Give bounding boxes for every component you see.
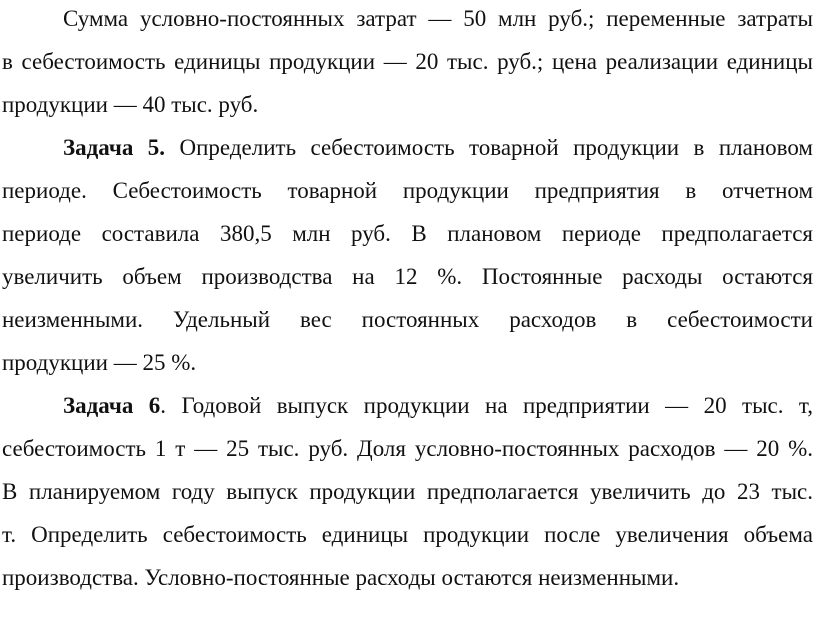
text-line: т. Определить себестоимость единицы продукции после увеличения объема <box>2 522 813 547</box>
text-line: В планируемом году выпуск продукции предполагается увеличить до 23 тыс. <box>2 479 813 504</box>
text-line: . Годовой выпуск продукции на предприятии — 20 тыс. т, <box>160 393 813 418</box>
text-line: периоде составила 380,5 млн руб. В плановом периоде предполагается <box>2 221 813 246</box>
text-line: производства. Условно-постоянные расходы остаются неизменными. <box>2 565 680 590</box>
text-line: периоде. Себестоимость товарной продукции предприятия в отчетном <box>2 178 813 203</box>
text-line: увеличить объем производства на 12 %. Постоянные расходы остаются <box>2 264 813 289</box>
text-line: продукции — 25 %. <box>2 350 197 375</box>
task-5-paragraph <box>2 126 813 384</box>
text-line: неизменными. Удельный вес постоянных расходов в себестоимости <box>2 307 813 332</box>
text-line: продукции — 40 тыс. руб. <box>2 92 259 117</box>
text-line: Определить себестоимость товарной продукции в плановом <box>179 135 813 160</box>
text-line: Сумма условно-постоянных затрат — 50 млн руб.; переменные затраты <box>63 6 813 31</box>
task-6-first-line <box>2 384 813 427</box>
task-6-title: Задача 6 <box>63 393 161 418</box>
text-line: в себестоимость единицы продукции — 20 тыс. руб.; цена реализации единицы <box>2 49 813 74</box>
text-line: себестоимость 1 т — 25 тыс. руб. Доля условно-постоянных расходов — 20 %. <box>2 436 813 461</box>
paragraph-cost-data <box>2 0 813 126</box>
task-6-paragraph <box>2 384 813 599</box>
task-5-first-line <box>2 126 813 169</box>
task-5-title: Задача 5. <box>63 135 166 160</box>
